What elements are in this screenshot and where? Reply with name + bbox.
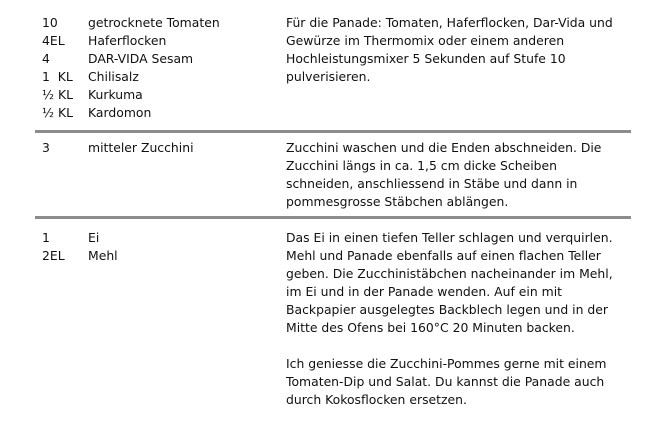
ingredient-row: [42, 14, 272, 32]
ingredient-quantity: 4: [42, 51, 50, 66]
ingredient-name: getrocknete Tomaten: [88, 15, 220, 30]
ingredient-list: [42, 139, 272, 157]
ingredient-quantity: ½ KL: [42, 87, 73, 102]
instruction-text: [286, 229, 626, 409]
ingredient-row: [42, 32, 272, 50]
ingredient-name: mitteler Zucchini: [88, 140, 194, 155]
ingredient-name: Ei: [88, 230, 100, 245]
ingredient-list: [42, 229, 272, 265]
ingredient-quantity: 1: [42, 230, 50, 245]
ingredient-name: Chilisalz: [88, 69, 139, 84]
instruction-text: [286, 139, 626, 211]
ingredient-quantity: 10: [42, 15, 58, 30]
ingredient-row: [42, 50, 272, 68]
instruction-paragraph: Zucchini waschen und die Enden abschneiden. Die Zucchini längs in ca. 1,5 cm dicke Scheiben schneiden, anschliessend in Stäbe und dann in pommesgrosse Stäbchen ablängen.: [286, 140, 602, 209]
ingredient-name: Kurkuma: [88, 87, 143, 102]
ingredient-row: [42, 139, 272, 157]
instruction-paragraph: Ich geniesse die Zucchini-Pommes gerne mit einem Tomaten-Dip und Salat. Du kannst die Panade auch durch Kokosflocken ersetzen.: [286, 356, 607, 407]
ingredient-name: Haferflocken: [88, 33, 167, 48]
ingredient-list: [42, 14, 272, 122]
ingredient-row: [42, 104, 272, 122]
ingredient-row: [42, 68, 272, 86]
ingredient-quantity: 1 KL: [42, 69, 73, 84]
ingredient-quantity: 3: [42, 140, 50, 155]
section-divider: [35, 130, 631, 133]
ingredient-quantity: 2EL: [42, 248, 65, 263]
instruction-text: [286, 14, 626, 86]
ingredient-row: [42, 229, 272, 247]
ingredient-row: [42, 86, 272, 104]
ingredient-name: Kardomon: [88, 105, 152, 120]
ingredient-row: [42, 247, 272, 265]
ingredient-quantity: 4EL: [42, 33, 65, 48]
section-divider: [35, 216, 631, 219]
ingredient-quantity: ½ KL: [42, 105, 73, 120]
ingredient-name: Mehl: [88, 248, 118, 263]
instruction-paragraph: Für die Panade: Tomaten, Haferflocken, Dar-Vida und Gewürze im Thermomix oder einem anderen Hochleistungsmixer 5 Sekunden auf Stufe 10 pulverisieren.: [286, 15, 613, 84]
instruction-paragraph: Das Ei in einen tiefen Teller schlagen und verquirlen. Mehl und Panade ebenfalls auf einen flachen Teller geben. Die Zucchinistäbchen nacheinander im Mehl, im Ei und in der Panade wenden. Auf ein mit Backpapier ausgelegtes Backblech legen und in der Mitte des Ofens bei 160°C 20 Minuten backen.: [286, 230, 613, 335]
ingredient-name: DAR-VIDA Sesam: [88, 51, 194, 66]
